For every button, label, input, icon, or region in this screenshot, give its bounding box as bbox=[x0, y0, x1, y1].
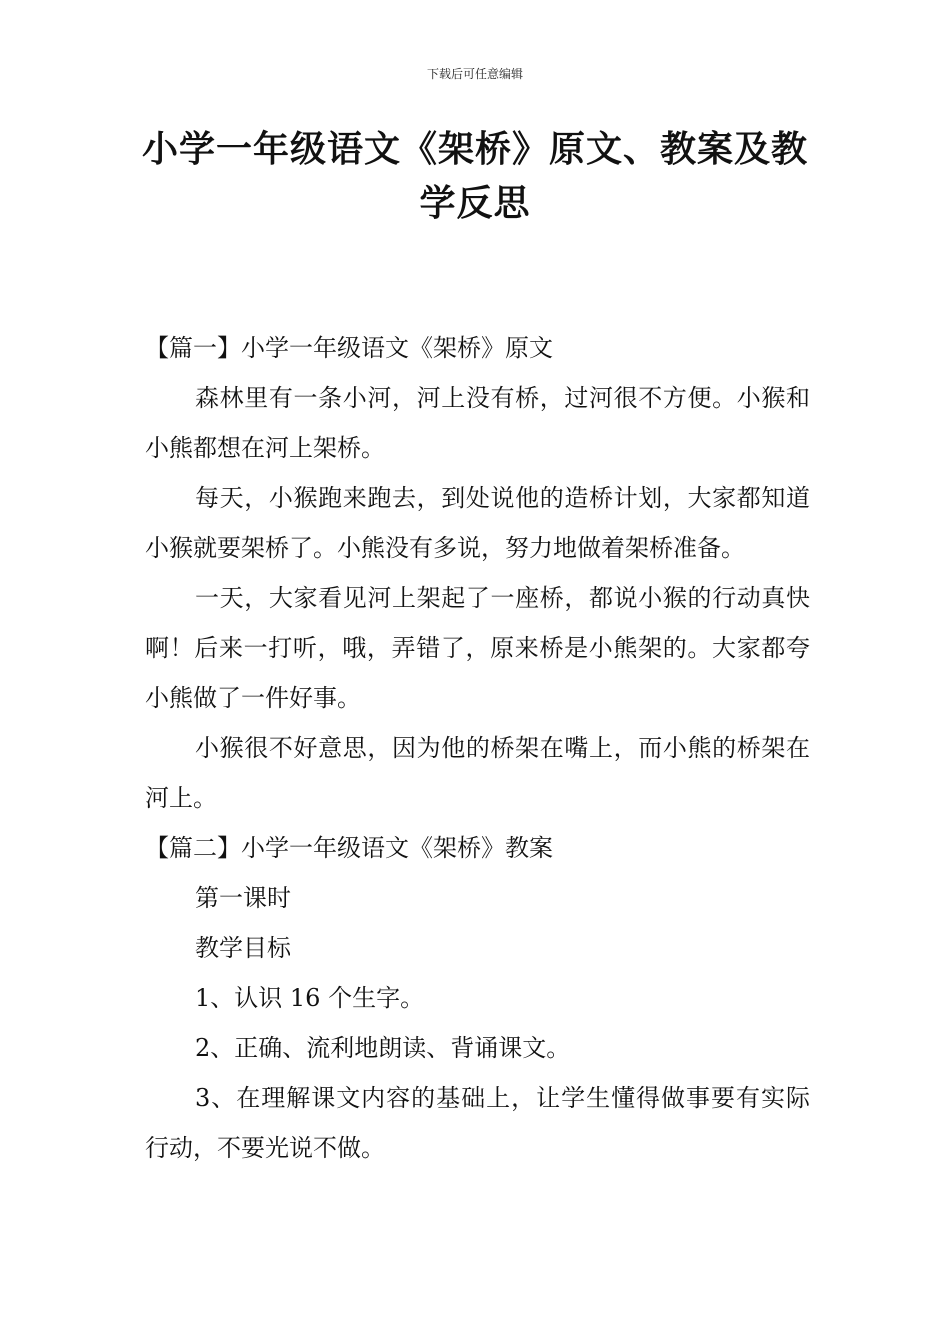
paragraph: 小猴很不好意思，因为他的桥架在嘴上，而小熊的桥架在河上。 bbox=[145, 734, 810, 812]
objective-item: 1、认识 16 个生字。 bbox=[195, 984, 425, 1012]
header-note: 下载后可任意编辑 bbox=[426, 67, 523, 81]
lesson-label: 第一课时 bbox=[195, 884, 291, 912]
document-title: 小学一年级语文《架桥》原文、教案及教学反思 bbox=[141, 129, 808, 224]
objective-item: 2、正确、流利地朗读、背诵课文。 bbox=[195, 1034, 571, 1062]
paragraph: 森林里有一条小河，河上没有桥，过河很不方便。小猴和小熊都想在河上架桥。 bbox=[145, 384, 810, 462]
section-heading-1: 【篇一】小学一年级语文《架桥》原文 bbox=[145, 334, 553, 362]
objectives-heading: 教学目标 bbox=[195, 934, 291, 962]
document-body bbox=[145, 323, 810, 1173]
objective-item: 3、在理解课文内容的基础上，让学生懂得做事要有实际行动，不要光说不做。 bbox=[145, 1084, 810, 1162]
section-heading-2: 【篇二】小学一年级语文《架桥》教案 bbox=[145, 834, 553, 862]
paragraph: 一天，大家看见河上架起了一座桥，都说小猴的行动真快啊！后来一打听，哦，弄错了，原来桥是小熊架的。大家都夸小熊做了一件好事。 bbox=[145, 584, 810, 712]
paragraph: 每天，小猴跑来跑去，到处说他的造桥计划，大家都知道小猴就要架桥了。小熊没有多说，努力地做着架桥准备。 bbox=[145, 484, 810, 562]
